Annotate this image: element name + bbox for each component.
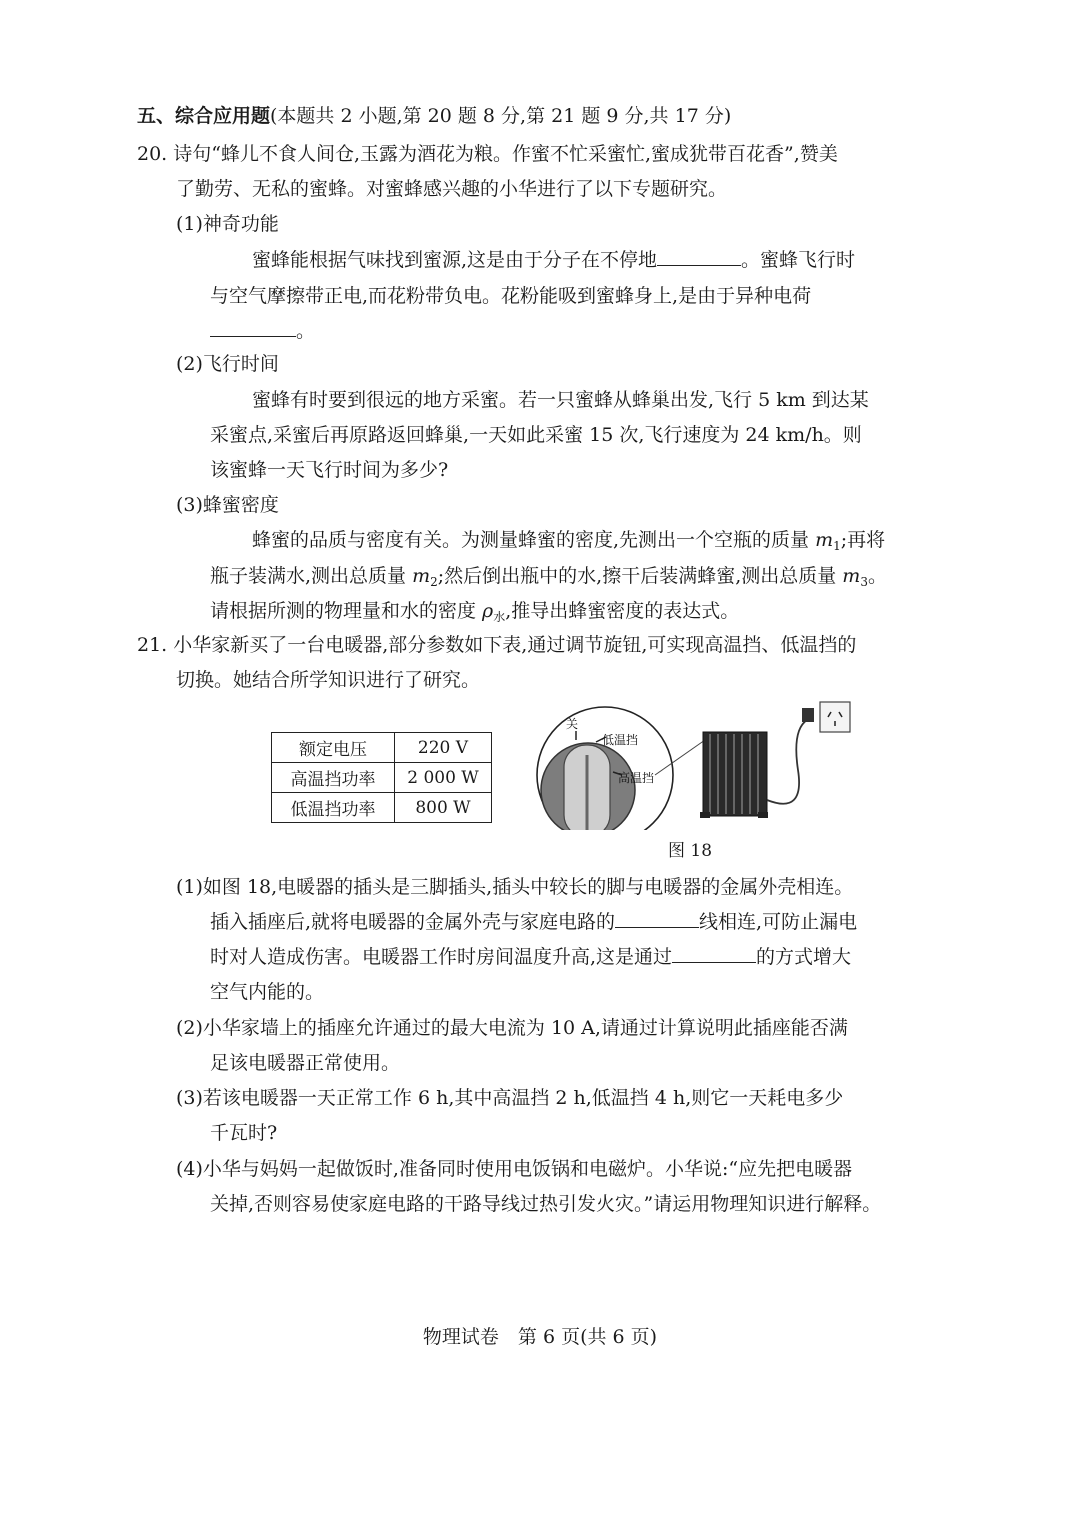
table-value: 220 V [395,733,492,763]
q20-part3-text-2a: 瓶子装满水,测出总质量 [210,565,413,587]
q21-sub4-line-2: 关掉,否则容易使家庭电路的干路导线过热引发火灾。”请运用物理知识进行解释。 [210,1193,882,1215]
q21-intro-line-1 [137,630,856,657]
answer-blank-4[interactable] [672,942,756,963]
q21-sub1-line-2 [210,907,857,934]
table-row [272,793,492,823]
table-row [272,763,492,793]
dial-label-low: 低温挡 [602,733,639,747]
section-info: (本题共 2 小题,第 20 题 8 分,第 21 题 9 分,共 17 分) [270,105,732,127]
q20-intro-text-1: 诗句“蜂儿不食人间仓,玉露为酒花为粮。作蜜不忙采蜜忙,蜜成犹带百花香”,赞美 [173,143,838,165]
q20-part1-text-3b: 。 [296,320,316,342]
table-value: 800 W [395,793,492,823]
q21-sub3-line-1: (3)若该电暖器一天正常工作 6 h,其中高温挡 2 h,低温挡 4 h,则它一天耗电多少 [176,1087,844,1109]
mass-symbol: m [842,565,861,587]
wall-outlet-icon [820,702,850,732]
q20-part1-title: (1)神奇功能 [176,213,279,235]
answer-blank-3[interactable] [615,907,699,928]
q21-number: 21. [137,634,168,656]
q20-part3-text-1a: 蜂蜜的品质与密度有关。为测量蜂蜜的密度,先测出一个空瓶的质量 [252,529,816,551]
dial-label-high: 高温挡 [618,771,655,785]
answer-blank-2[interactable] [210,316,296,337]
table-row [272,733,492,763]
q21-sub1-line-1: (1)如图 18,电暖器的插头是三脚插头,插头中较长的脚与电暖器的金属外壳相连。 [176,876,854,898]
q20-number: 20. [137,143,168,165]
q20-part1-text-1a: 蜜蜂能根据气味找到蜜源,这是由于分子在不停地 [252,249,658,271]
q20-part3-text-2c: 。 [867,565,887,587]
q20-part2-title: (2)飞行时间 [176,353,279,375]
q21-sub4-line-1: (4)小华与妈妈一起做饭时,准备同时使用电饭锅和电磁炉。小华说:“应先把电暖器 [176,1158,853,1180]
q20-part3-text-3b: ,推导出蜂蜜密度的表达式。 [505,600,740,622]
q20-intro-line-2: 了勤劳、无私的蜜蜂。对蜜蜂感兴趣的小华进行了以下专题研究。 [176,178,728,200]
q20-part3-line-2 [210,561,887,589]
q21-intro-line-2: 切换。她结合所学知识进行了研究。 [176,669,481,691]
knob-icon [541,743,635,830]
q21-sub2-line-2: 足该电暖器正常使用。 [210,1052,401,1074]
table-value: 2 000 W [395,763,492,793]
q20-part3-line-3 [210,596,739,625]
q20-part1-line-1 [252,245,855,272]
figure-18-heater-diagram [530,700,860,830]
mass-subscript-2: 2 [430,575,438,589]
q20-part2-line-2: 采蜜点,采蜜后再原路返回蜂巢,一天如此采蜜 15 次,飞行速度为 24 km/h。则 [210,424,862,446]
q21-sub1-text-3a: 时对人造成伤害。电暖器工作时房间温度升高,这是通过 [210,946,673,968]
mass-subscript-1: 1 [833,539,841,553]
density-subscript: 水 [493,610,506,624]
mass-subscript-3: 3 [860,575,868,589]
density-symbol: ρ [482,600,494,622]
q21-sub1-line-4: 空气内能的。 [210,981,325,1003]
q21-sub3-line-2: 千瓦时? [210,1122,278,1144]
q21-sub1-line-3 [210,942,851,969]
q21-sub2-line-1: (2)小华家墙上的插座允许通过的最大电流为 10 A,请通过计算说明此插座能否满 [176,1017,848,1039]
q21-intro-text-1: 小华家新买了一台电暖器,部分参数如下表,通过调节旋钮,可实现高温挡、低温挡的 [173,634,857,656]
q20-part3-text-1b: ;再将 [840,529,886,551]
plug-icon [802,708,814,722]
q20-part2-line-1: 蜜蜂有时要到很远的地方采蜜。若一只蜜蜂从蜂巢出发,飞行 5 km 到达某 [252,389,869,411]
table-key: 额定电压 [272,733,395,763]
q20-intro-line-1 [137,139,838,166]
q20-part3-text-2b: ;然后倒出瓶中的水,擦干后装满蜂蜜,测出总质量 [437,565,843,587]
q20-part1-line-3 [210,316,315,343]
dial-label-off: 关 [566,717,579,731]
q20-part3-title: (3)蜂蜜密度 [176,494,279,516]
q21-sub1-text-2b: 线相连,可防止漏电 [699,911,858,933]
q20-part3-line-1 [252,525,885,553]
q20-part2-line-3: 该蜜蜂一天飞行时间为多少? [210,459,449,481]
table-key: 高温挡功率 [272,763,395,793]
mass-symbol: m [815,529,834,551]
table-key: 低温挡功率 [272,793,395,823]
mass-symbol: m [412,565,431,587]
spec-table [271,732,492,823]
section-heading [137,101,731,128]
answer-blank-1[interactable] [657,245,741,266]
q21-sub1-text-2a: 插入插座后,就将电暖器的金属外壳与家庭电路的 [210,911,616,933]
section-title: 五、综合应用题 [137,105,271,127]
q20-part1-line-2: 与空气摩擦带正电,而花粉带负电。花粉能吸到蜜蜂身上,是由于异种电荷 [210,285,812,307]
radiator-heater-icon [700,732,768,818]
q20-part3-text-3a: 请根据所测的物理量和水的密度 [210,600,483,622]
q21-sub1-text-3b: 的方式增大 [756,946,852,968]
q20-part1-text-1b: 。蜜蜂飞行时 [741,249,856,271]
power-cord [767,720,807,804]
figure-caption: 图 18 [668,841,713,861]
page-footer: 物理试卷 第 6 页(共 6 页) [422,1326,658,1348]
